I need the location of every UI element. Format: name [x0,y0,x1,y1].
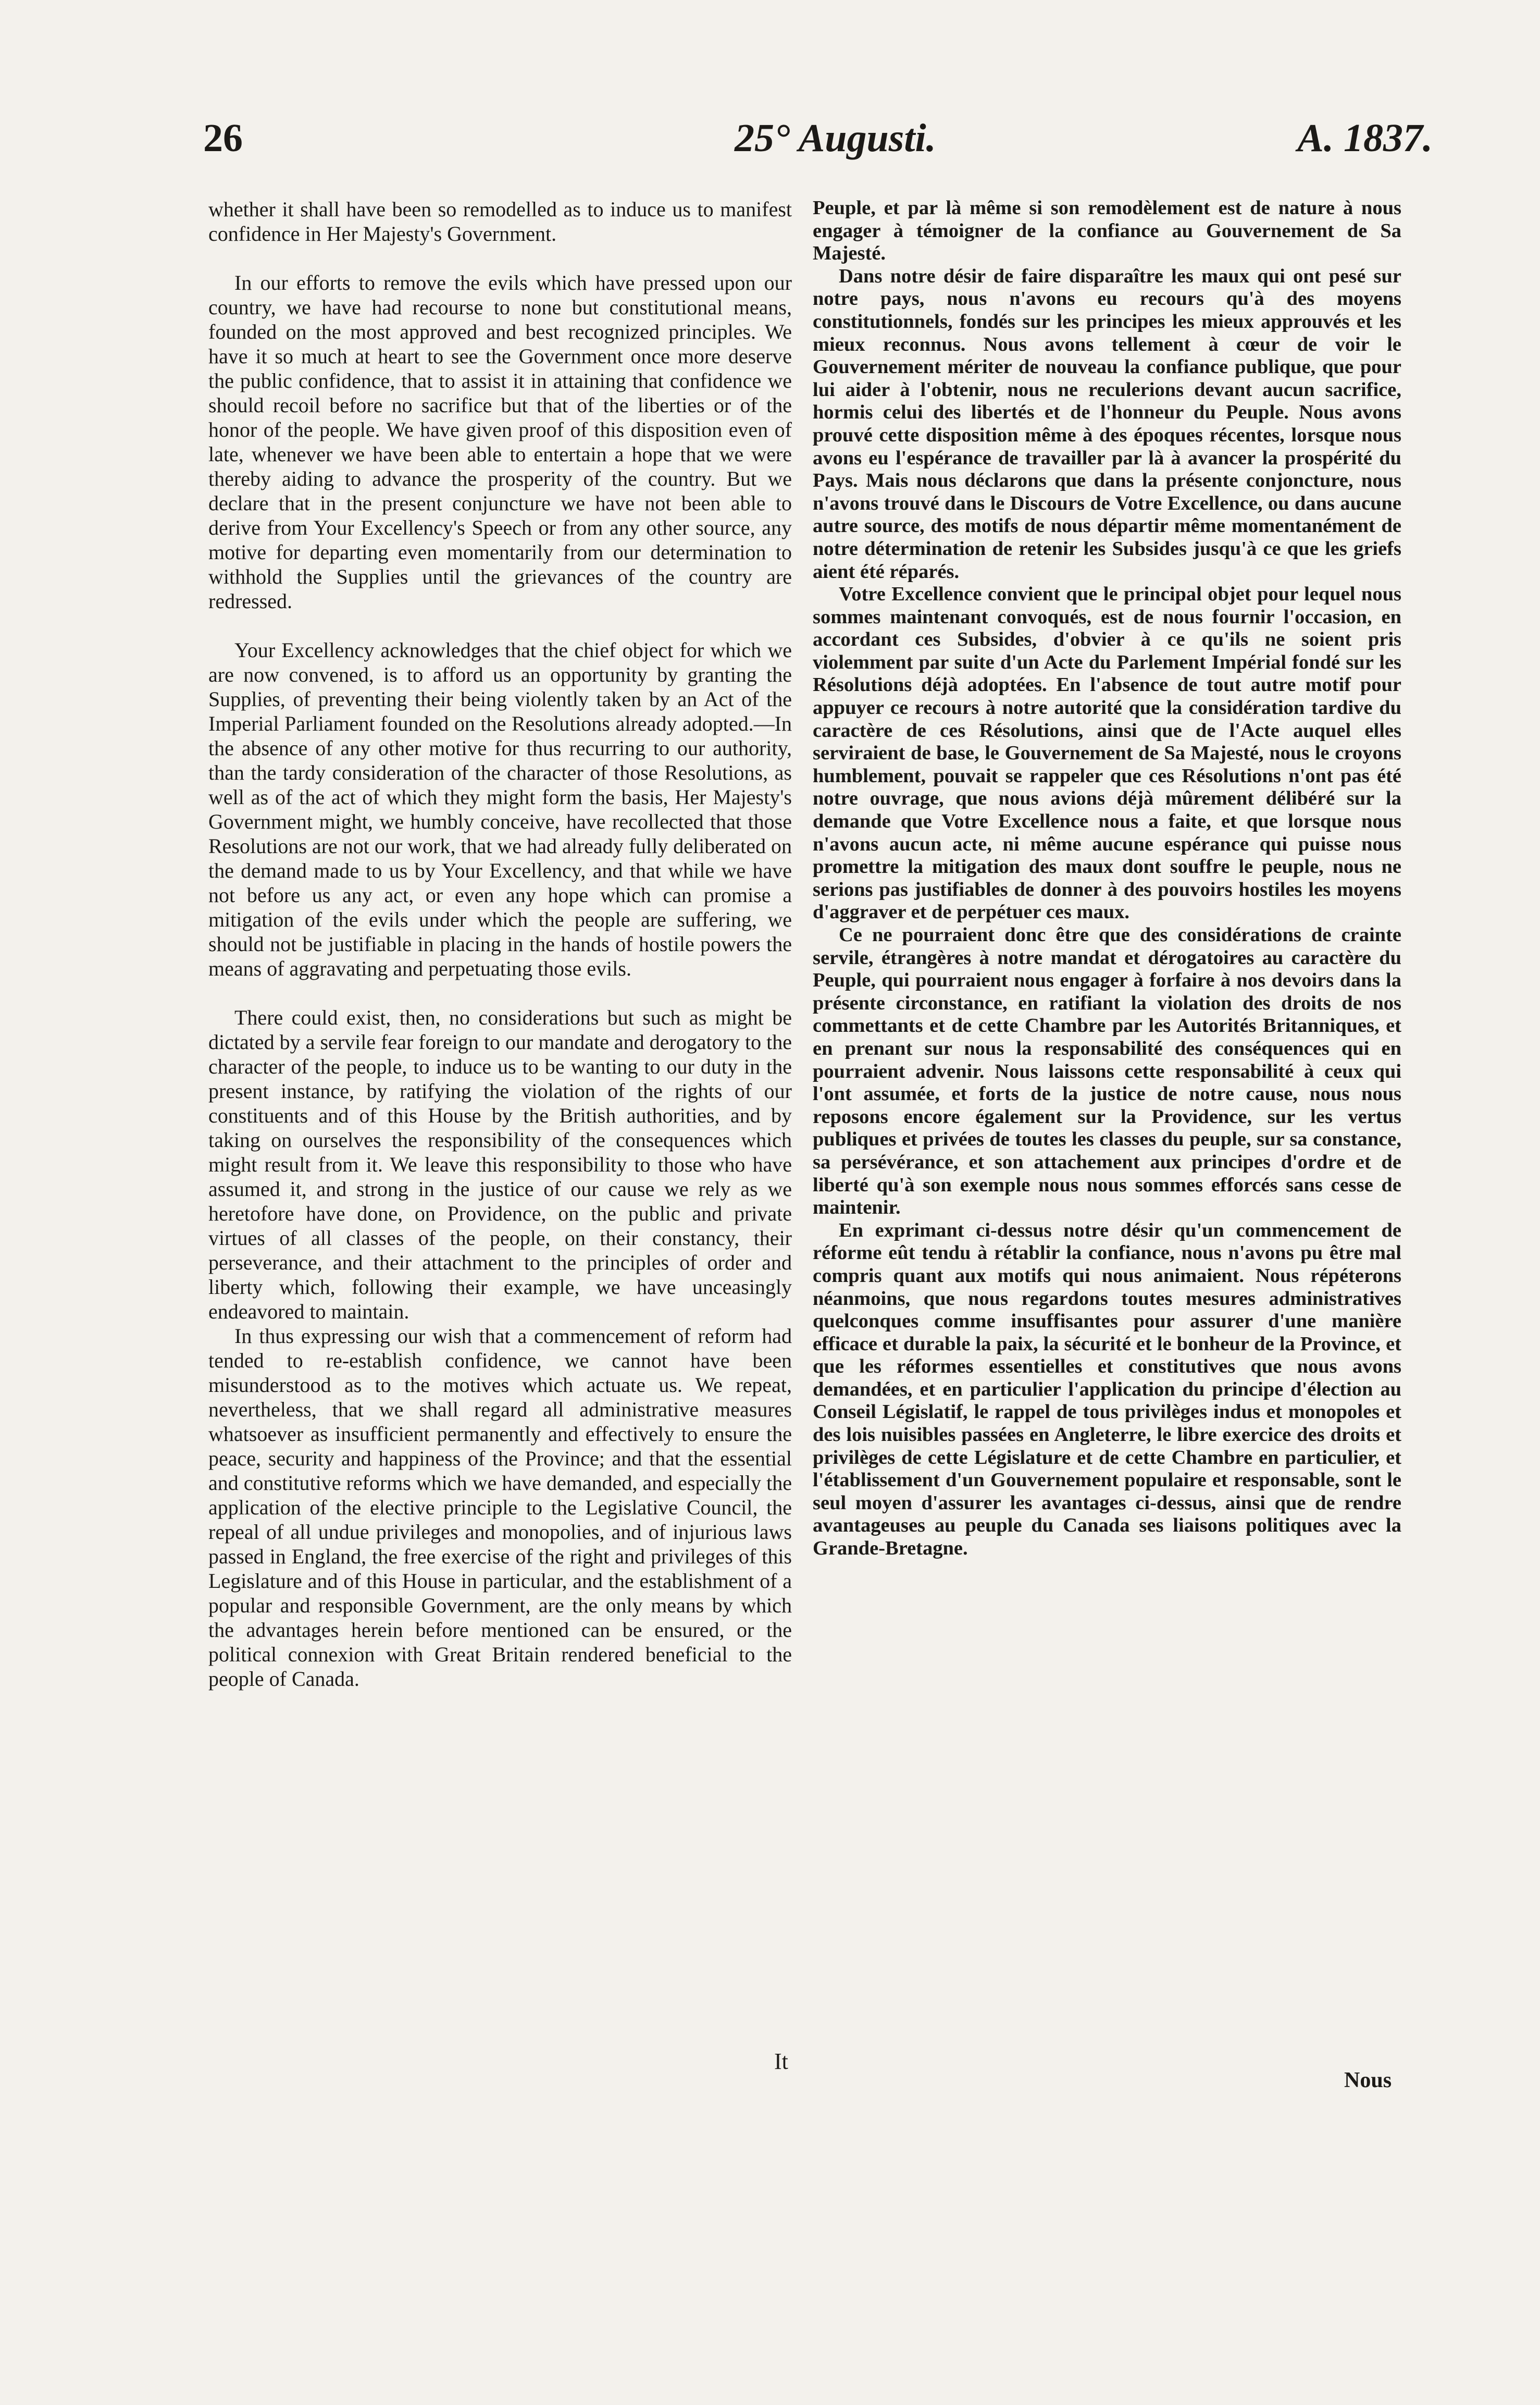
page-number: 26 [203,116,243,160]
header-year: A. 1837. [1297,116,1433,160]
english-paragraph: There could exist, then, no considerations but such as might be dictated by a servile fear foreign to our mandate and derogatory to the character of the people, to induce us to be wanting to our duty in the present instance, by ratifying the violation of the rights of our constituents and of this House by the British authorities, and by taking on ourselves the responsibility of the consequences which might result from it. We leave this responsibility to those who have assumed it, and strong in the justice of our cause we rely as we heretofore have done, on Providence, on the public and private virtues of all classes of the people, on their constancy, their perseverance, and their attachment to the principles of order and liberty which, following their example, we have unceasingly endeavored to maintain. [208,1006,792,1323]
french-paragraph: En exprimant ci-dessus notre désir qu'un commencement de réforme eût tendu à rétablir la confiance, nous n'avons pu être mal compris quant aux motifs qui nous animaient. Nous répéterons néanmoins, que nous regardons toutes mesures administratives quelconques comme insuffisantes pour assurer d'une manière efficace et durable la paix, la sécurité et le bonheur de la Province, et que les réformes essentielles et constitutives que nous avons demandées, et en particulier l'application du principe d'élection au Conseil Législatif, le rappel de tous privilèges indus et monopoles et des lois nuisibles passées en Angleterre, le libre exercice des droits et privilèges de cette Législature et de cette Chambre en particulier, et l'établissement d'un Gouvernement populaire et responsable, sont le seul moyen d'assurer les avantages ci-dessus, ainsi que de rendre avantageuses au peuple du Canada ses liaisons politiques avec la Grande-Bretagne. [813,1219,1401,1560]
french-catchword: Nous [1344,2068,1392,2092]
english-paragraph: In our efforts to remove the evils which have pressed upon our country, we have had recourse to none but constitutional means, founded on the most approved and best recognized principles. We have it so much at heart to see the Government once more deserve the public confidence, that to assist it in attaining that confidence we should recoil before no sacrifice but that of the liberties or of the honor of the people. We have given proof of this disposition even of late, whenever we have been able to entertain a hope that we were thereby aiding to advance the prosperity of the country. But we declare that in the present conjuncture we have not been able to derive from Your Excellency's Speech or from any other source, any motive for departing even momentarily from our determination to withhold the Supplies until the grievances of the country are redressed. [208,271,792,613]
french-paragraph: Ce ne pourraient donc être que des considérations de crainte servile, étrangères à notre mandat et dérogatoires au caractère du Peuple, qui pourraient nous engager à forfaire à nos devoirs dans la présente circonstance, en ratifiant la violation des droits de nos commettants et de cette Chambre par les Autorités Britanniques, et en prenant sur nous la responsabilité des conséquences qui en pourraient advenir. Nous laissons cette responsabilité à ceux qui l'ont assumée, et forts de la justice de notre cause, nous nous reposons encore également sur la Providence, sur les vertus publiques et privées de toutes les classes du peuple, sur sa constance, sa persévérance, et son attachement aux principes d'ordre et de liberté qu'à son exemple nous nous sommes efforcés sans cesse de maintenir. [813,924,1401,1219]
english-paragraph: Your Excellency acknowledges that the chief object for which we are now convened, is to afford us an opportunity by granting the Supplies, of preventing their being violently taken by an Act of the Imperial Parliament founded on the Resolutions already adopted.—In the absence of any other motive for thus recurring to our authority, than the tardy consideration of the character of those Resolutions, as well as of the act of which they might form the basis, Her Majesty's Government might, we humbly conceive, have recollected that those Resolutions are not our work, that we had already fully deliberated on the demand made to us by Your Excellency, and that while we have not before us any act, or even any hope which can promise a mitigation of the evils under which the people are suffering, we should not be justifiable in placing in the hands of hostile powers the means of aggravating and perpetuating those evils. [208,638,792,980]
english-paragraph: In thus expressing our wish that a commencement of reform had tended to re-establish confidence, we cannot have been misunderstood as to the motives which actuate us. We repeat, nevertheless, that we shall regard all administrative measures whatsoever as insufficient permanently and effectively to ensure the peace, security and happiness of the Province; and that the essential and constitutive reforms which we have demanded, and especially the application of the elective principle to the Legislative Council, the repeal of all undue privileges and monopolies, and of injurious laws passed in England, the free exercise of the right and privileges of this Legislature and of this House in particular, and the establishment of a popular and responsible Government, are the only means by which the advantages herein before mentioned can be ensured, or the political connexion with Great Britain rendered beneficial to the people of Canada. [208,1324,792,1691]
header-date: 25° Augusti. [735,116,936,160]
english-catchword: It [774,2049,788,2074]
french-paragraph: Votre Excellence convient que le principal objet pour lequel nous sommes maintenant convoqués, est de nous fournir l'occasion, en accordant ces Subsides, d'obvier à ce qu'ils ne soient pris violemment par suite d'un Acte du Parlement Impérial fondé sur les Résolutions déjà adoptées. En l'absence de tout autre motif pour appuyer ce recours à notre autorité que la considération tardive du caractère de ces Résolutions, ainsi que de l'Acte auquel elles serviraient de base, le Gouvernement de Sa Majesté, nous le croyons humblement, pouvait se rappeler que ces Résolutions n'ont pas été notre ouvrage, que nous avions déjà mûrement délibéré sur la demande que Votre Excellence nous a faite, et que lorsque nous n'avons aucun acte, ni même aucune espérance qui puisse nous promettre la mitigation des maux dont souffre le peuple, nous ne serions pas justifiables de donner à des pouvoirs hostiles les moyens d'aggraver et de perpétuer ces maux. [813,583,1401,923]
french-paragraph: Peuple, et par là même si son remodèlement est de nature à nous engager à témoigner de la confiance au Gouvernement de Sa Majesté. [813,197,1401,265]
english-column [208,197,792,1691]
french-paragraph: Dans notre désir de faire disparaître les maux qui ont pesé sur notre pays, nous n'avons eu recours qu'à des moyens constitutionnels, fondés sur les principes les mieux approuvés et les mieux reconnus. Nous avons tellement à cœur de voir le Gouvernement mériter de nouveau la confiance publique, que pour lui aider à l'obtenir, nous ne reculerions devant aucun sacrifice, hormis celui des libertés et de l'honneur du Peuple. Nous avons prouvé cette disposition même à des époques récentes, lorsque nous avons eu l'espérance de travailler par là à avancer la prospérité du Pays. Mais nous déclarons que dans la présente conjoncture, nous n'avons trouvé dans le Discours de Votre Excellence, ou dans aucune autre source, des motifs de nous départir même momentanément de notre détermination de retenir les Subsides jusqu'à ce que les griefs aient été réparés. [813,265,1401,583]
english-paragraph: whether it shall have been so remodelled as to induce us to manifest confidence in Her Majesty's Government. [208,198,792,245]
french-column [813,197,1401,1560]
page-header [198,116,1433,173]
